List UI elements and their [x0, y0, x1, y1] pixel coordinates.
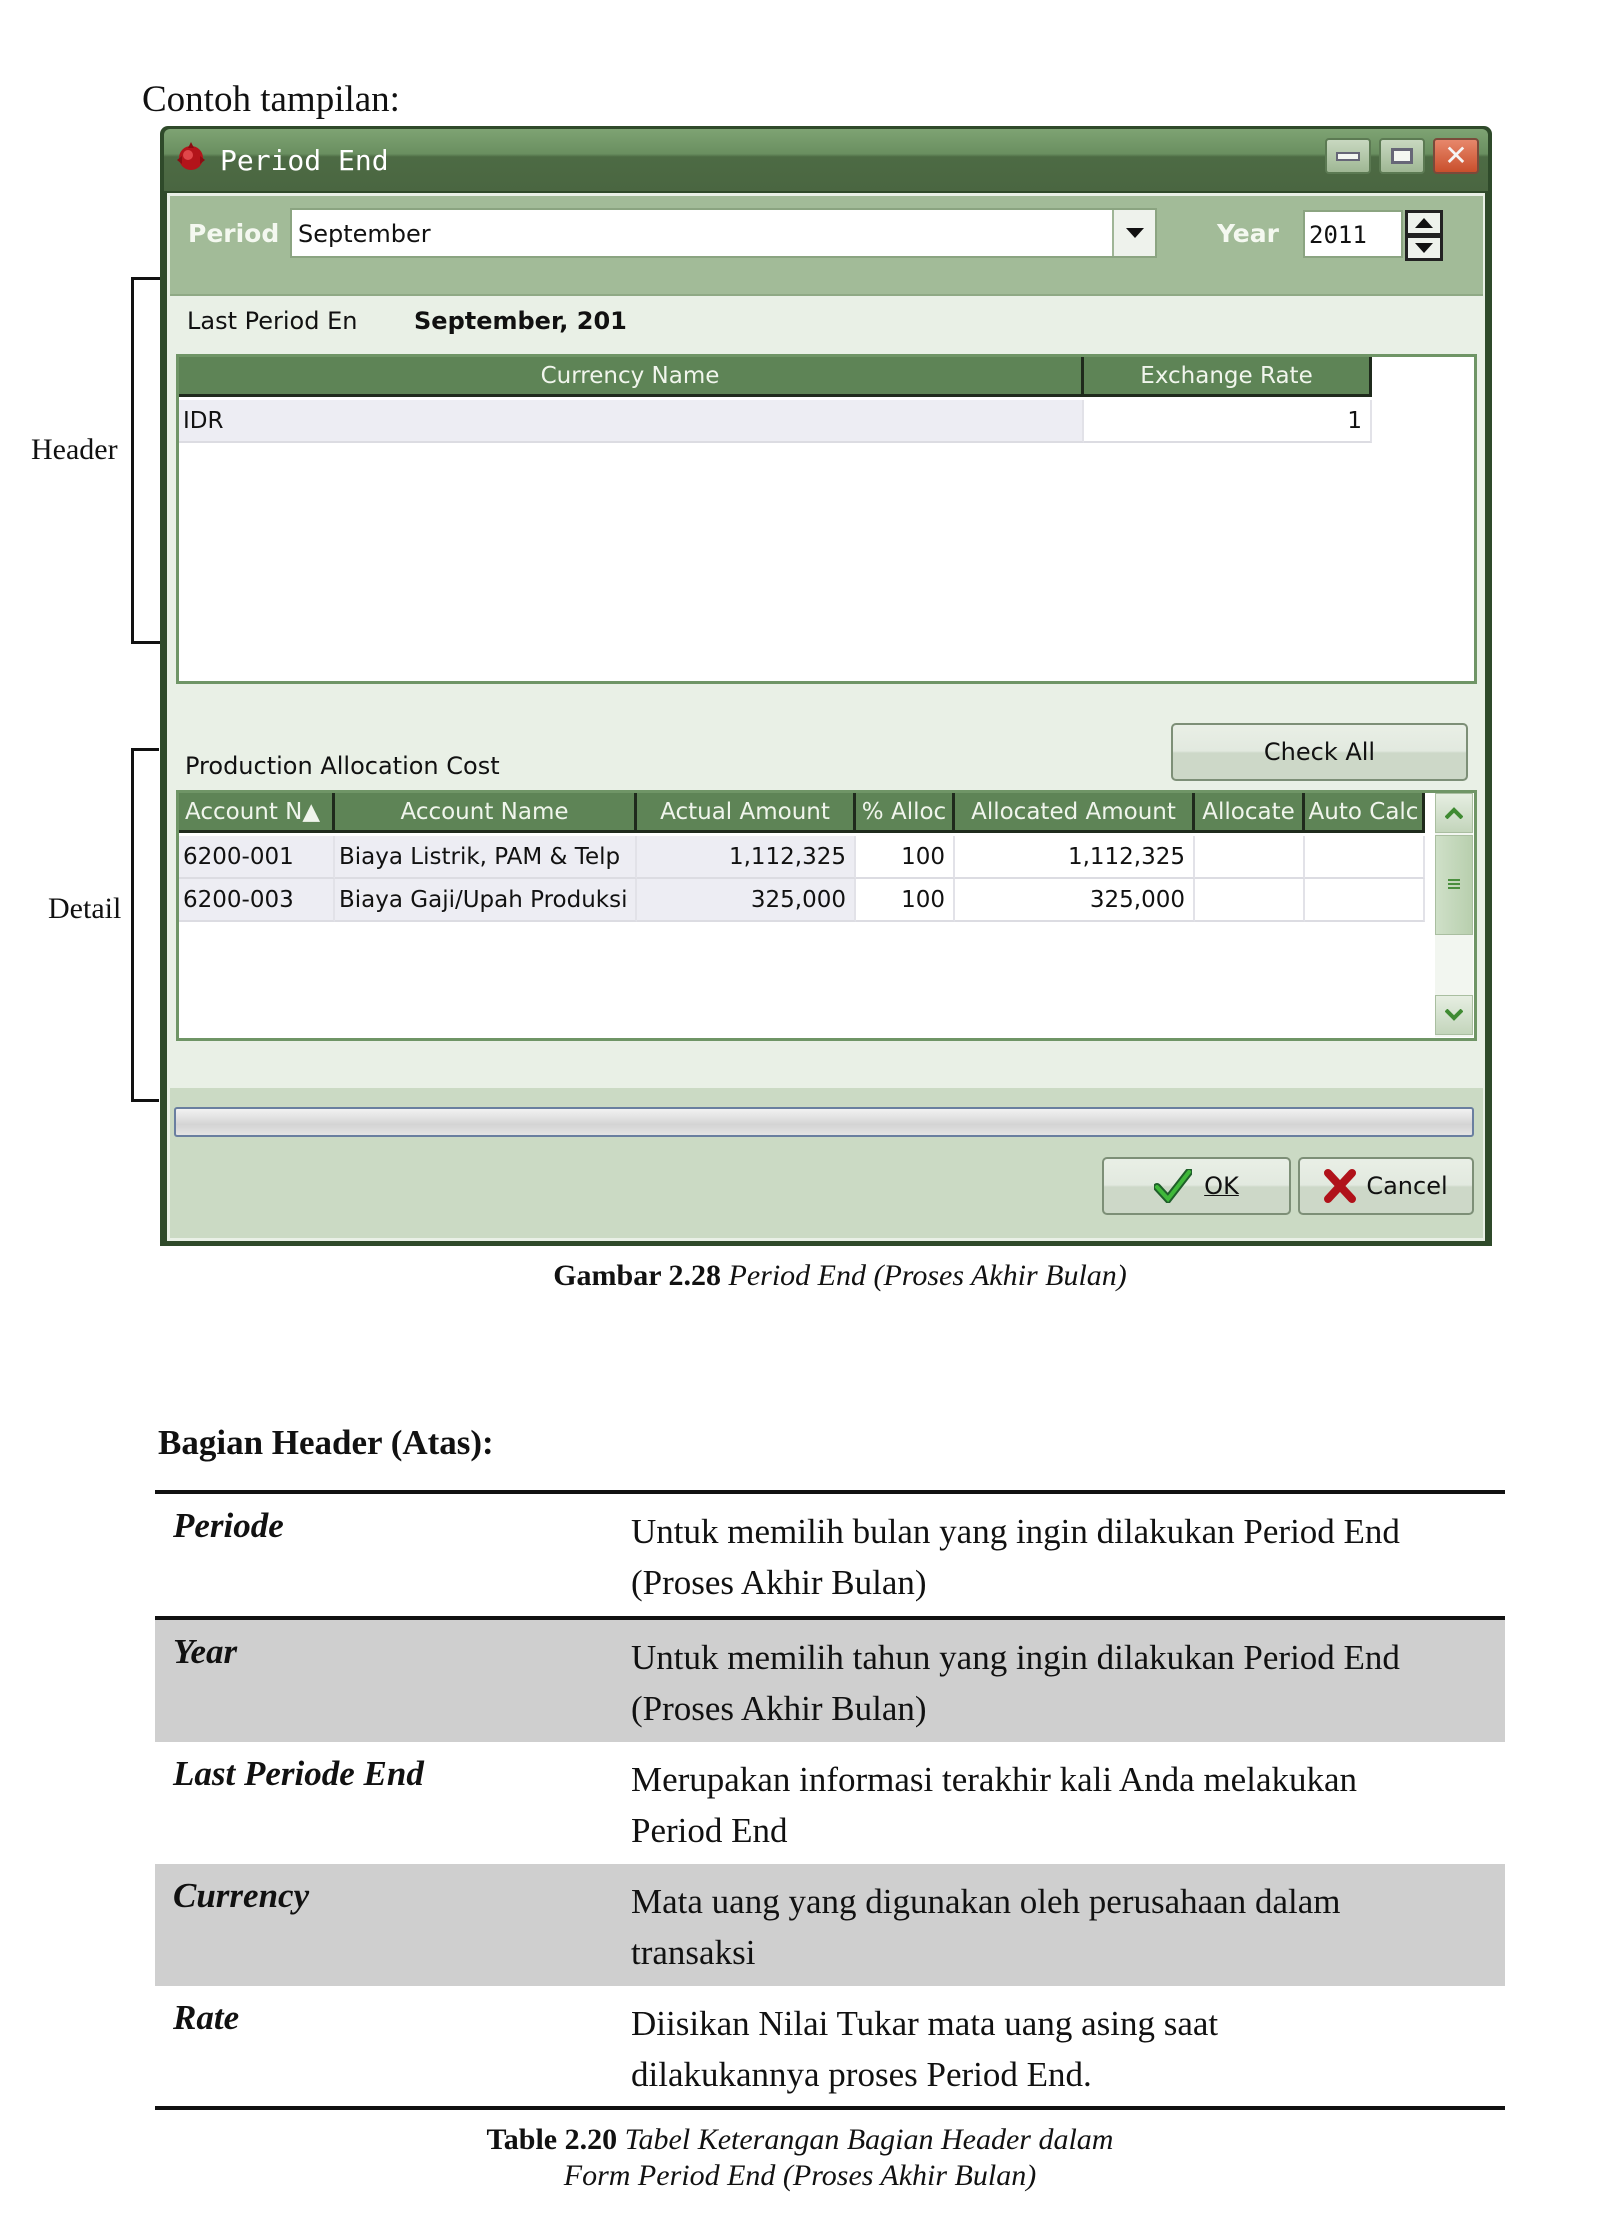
column-header-allocated-amount[interactable]: Allocated Amount — [955, 793, 1195, 833]
column-header-auto-calc[interactable]: Auto Calc — [1305, 793, 1425, 833]
window-title: Period End — [220, 144, 389, 177]
intro-text: Contoh tampilan: — [142, 79, 400, 120]
header-bracket — [131, 277, 163, 644]
table-caption-text2: Form Period End (Proses Akhir Bulan) — [563, 2159, 1037, 2192]
arrow-up-icon — [1415, 218, 1433, 228]
detail-section-title: Production Allocation Cost — [185, 752, 500, 780]
maximize-icon — [1391, 148, 1413, 164]
checkmark-icon — [1154, 1169, 1192, 1203]
year-label: Year — [1217, 219, 1279, 248]
column-header-exchange-rate[interactable]: Exchange Rate — [1084, 357, 1372, 397]
account-no-cell[interactable]: 6200-001 — [179, 836, 335, 879]
definition-row — [155, 1742, 1505, 1864]
currency-name-cell[interactable]: IDR — [179, 400, 1084, 443]
definition-desc: Diisikan Nilai Tukar mata uang asing saat dilakukannya proses Period End. — [631, 2004, 1219, 2094]
window-client-area — [167, 193, 1485, 1241]
year-input[interactable] — [1303, 210, 1403, 258]
chevron-down-icon — [1445, 1009, 1463, 1021]
period-dropdown-button[interactable] — [1112, 210, 1155, 256]
definition-row — [155, 1864, 1505, 1986]
close-button[interactable] — [1433, 138, 1479, 174]
period-dropdown-value: September — [298, 220, 431, 248]
minimize-icon — [1336, 152, 1360, 161]
progress-bar — [174, 1107, 1474, 1137]
definition-row — [155, 1986, 1505, 2106]
minimize-button[interactable] — [1325, 138, 1371, 174]
table-bottom-rule — [155, 2106, 1505, 2110]
table-caption — [0, 2122, 1600, 2194]
allocated-amount-cell[interactable]: 1,112,325 — [955, 836, 1195, 879]
table-caption-label: Table 2.20 — [486, 2123, 618, 2156]
period-label: Period — [188, 219, 280, 248]
cancel-label: Cancel — [1366, 1172, 1448, 1200]
allocated-amount-cell[interactable]: 325,000 — [955, 879, 1195, 922]
close-icon: ✕ — [1444, 139, 1468, 172]
definition-term: Rate — [173, 1998, 240, 2037]
account-name-cell[interactable]: Biaya Listrik, PAM & Telp — [335, 836, 637, 879]
year-input-value: 2011 — [1309, 221, 1367, 249]
auto-calc-cell[interactable] — [1305, 836, 1425, 879]
column-header-pct-alloc[interactable]: % Alloc — [856, 793, 955, 833]
chevron-up-icon — [1445, 807, 1463, 819]
definition-row — [155, 1494, 1505, 1616]
maximize-button[interactable] — [1379, 138, 1425, 174]
ok-label: OK — [1204, 1172, 1239, 1200]
definition-term: Last Periode End — [173, 1754, 424, 1793]
last-period-label: Last Period En — [187, 307, 358, 335]
allocate-cell[interactable] — [1195, 836, 1305, 879]
vertical-scrollbar[interactable] — [1435, 793, 1473, 1037]
table-caption-line1 — [0, 2122, 1600, 2158]
header-annotation: Header — [31, 433, 118, 466]
column-header-actual-amount[interactable]: Actual Amount — [637, 793, 856, 833]
actual-amount-cell[interactable]: 1,112,325 — [637, 836, 856, 879]
detail-bracket — [131, 748, 159, 1102]
section-title: Bagian Header (Atas): — [158, 1423, 494, 1462]
period-dropdown[interactable] — [290, 208, 1157, 258]
definition-desc: Mata uang yang digunakan oleh perusahaan dalam transaksi — [631, 1882, 1341, 1972]
definition-term: Currency — [173, 1876, 310, 1915]
scroll-up-button[interactable] — [1435, 793, 1473, 833]
detail-annotation: Detail — [48, 892, 122, 925]
table-caption-line2 — [0, 2158, 1600, 2194]
year-decrement-button[interactable] — [1405, 235, 1443, 261]
scroll-down-button[interactable] — [1435, 995, 1473, 1035]
column-header-allocate[interactable]: Allocate — [1195, 793, 1305, 833]
account-name-cell[interactable]: Biaya Gaji/Upah Produksi — [335, 879, 637, 922]
definition-row — [155, 1620, 1505, 1742]
allocate-cell[interactable] — [1195, 879, 1305, 922]
pct-alloc-cell[interactable]: 100 — [856, 879, 955, 922]
cross-icon — [1324, 1169, 1356, 1203]
figure-caption-text: Period End (Proses Akhir Bulan) — [728, 1259, 1127, 1292]
auto-calc-cell[interactable] — [1305, 879, 1425, 922]
definition-term: Periode — [173, 1506, 284, 1545]
chevron-down-icon — [1126, 228, 1144, 238]
grip-icon — [1447, 878, 1461, 892]
exchange-rate-cell[interactable]: 1 — [1084, 400, 1372, 443]
year-increment-button[interactable] — [1405, 210, 1443, 236]
pct-alloc-cell[interactable]: 100 — [856, 836, 955, 879]
definition-desc: Untuk memilih bulan yang ingin dilakukan Period End (Proses Akhir Bulan) — [631, 1512, 1400, 1602]
column-header-account-name[interactable]: Account Name — [335, 793, 637, 833]
table-caption-text1: Tabel Keterangan Bagian Header dalam — [624, 2123, 1114, 2156]
column-header-account-no[interactable]: Account N▲ — [179, 793, 335, 833]
last-period-value: September, 201 — [414, 307, 627, 335]
arrow-down-icon — [1415, 243, 1433, 253]
figure-caption-label: Gambar 2.28 — [553, 1259, 721, 1292]
check-all-button[interactable]: Check All — [1171, 723, 1468, 781]
scroll-thumb[interactable] — [1435, 835, 1473, 935]
definition-term: Year — [173, 1632, 238, 1671]
actual-amount-cell[interactable]: 325,000 — [637, 879, 856, 922]
column-header-currency-name[interactable]: Currency Name — [179, 357, 1084, 397]
app-logo-icon — [174, 140, 208, 174]
account-no-cell[interactable]: 6200-003 — [179, 879, 335, 922]
definition-desc: Merupakan informasi terakhir kali Anda melakukan Period End — [631, 1760, 1358, 1850]
cancel-button[interactable] — [1298, 1157, 1474, 1215]
figure-caption — [0, 1259, 1600, 1293]
ok-button[interactable] — [1102, 1157, 1291, 1215]
definition-desc: Untuk memilih tahun yang ingin dilakukan Period End (Proses Akhir Bulan) — [631, 1638, 1400, 1728]
